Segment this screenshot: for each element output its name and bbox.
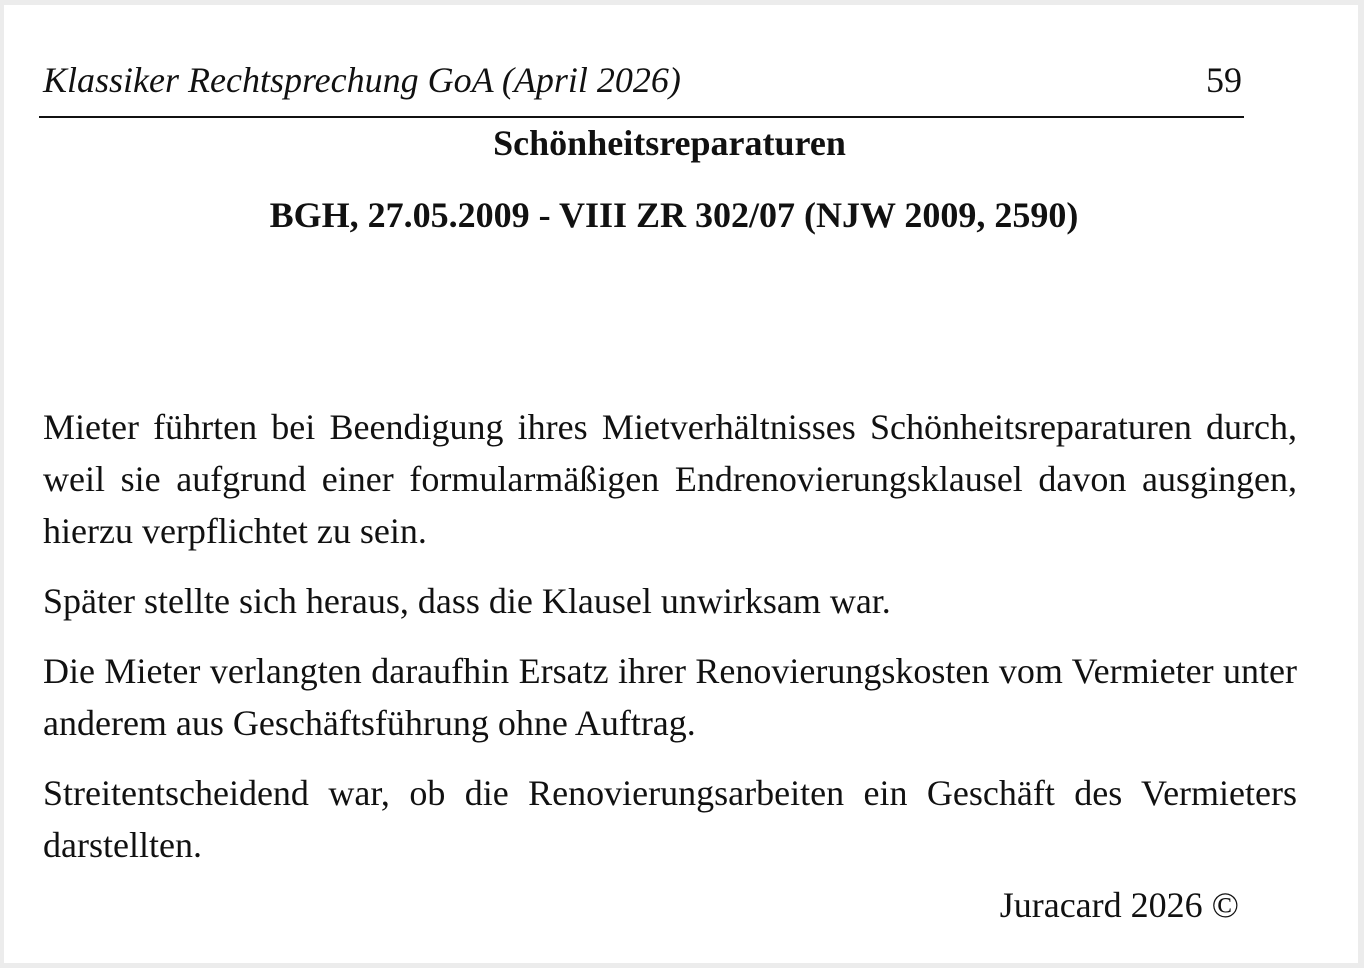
paragraph-facts: Mieter führten bei Beendigung ihres Mietverhältnisses Schönheitsreparaturen durch, weil sie aufgrund einer formularmäßigen Endrenovierungsklausel davon ausgingen, hierzu verpflichtet zu sein.: [43, 407, 1297, 551]
page-title: Schönheitsreparaturen: [493, 123, 846, 163]
case-summary: [43, 401, 1297, 871]
header-divider: [39, 116, 1244, 118]
case-citation: BGH, 27.05.2009 - VIII ZR 302/07 (NJW 2009, 2590): [269, 195, 1079, 235]
running-title: Klassiker Rechtsprechung GoA (April 2026): [43, 60, 681, 100]
document-page: [4, 5, 1358, 963]
copyright-notice: Juracard 2026 ©: [999, 885, 1239, 925]
page-number: 59: [1206, 60, 1242, 100]
paragraph-claim: Die Mieter verlangten daraufhin Ersatz ihrer Renovierungskosten vom Vermieter unter anderem aus Geschäftsführung ohne Auftrag.: [43, 651, 1297, 743]
paragraph-clause-invalid: Später stellte sich heraus, dass die Klausel unwirksam war.: [43, 581, 891, 621]
paragraph-issue: Streitentscheidend war, ob die Renovierungsarbeiten ein Geschäft des Vermieters darstellten.: [43, 773, 1297, 865]
